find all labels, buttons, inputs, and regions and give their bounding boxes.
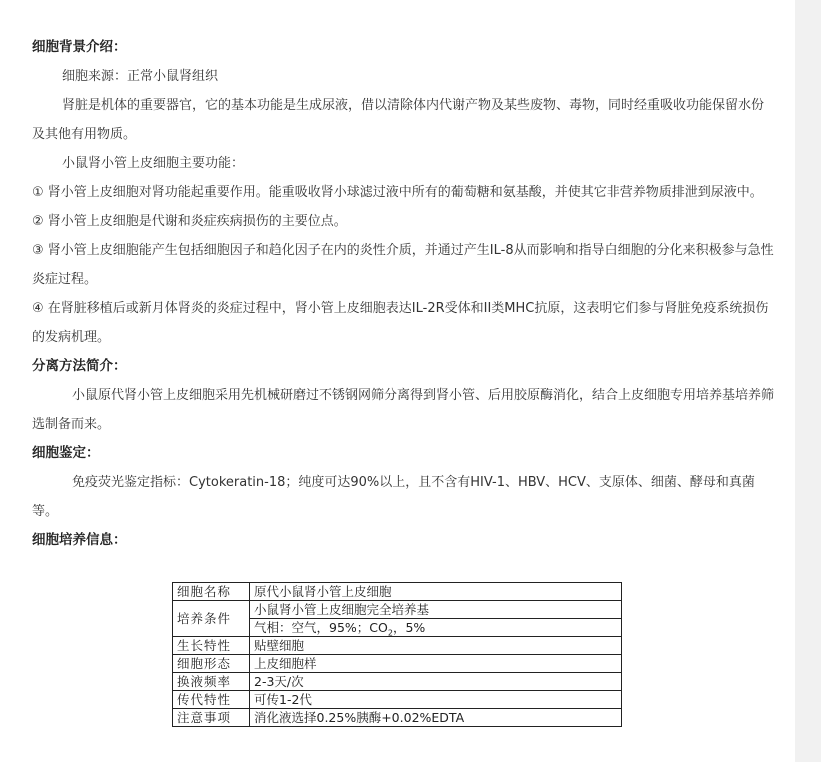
culture-medium-value: 小鼠肾小管上皮细胞完全培养基 [250,601,622,619]
growth-value: 贴壁细胞 [250,637,622,655]
isolation-paragraph: 小鼠原代肾小管上皮细胞采用先机械研磨过不锈钢网筛分离得到肾小管、后用胶原酶消化，结合上皮细胞专用培养基培养筛选制备而来。 [32,388,775,432]
kidney-intro-paragraph: 肾脏是机体的重要器官，它的基本功能是生成尿液，借以清除体内代谢产物及某些废物、毒物，同时经重吸收功能保留水份及其他有用物质。 [32,98,765,142]
cell-name-label: 细胞名称 [173,583,250,601]
background-heading: 细胞背景介绍： [32,39,127,55]
morphology-value: 上皮细胞样 [250,655,622,673]
passage-label: 传代特性 [173,691,250,709]
table-row [173,673,622,691]
identification-heading: 细胞鉴定： [32,445,100,461]
isolation-heading: 分离方法简介： [32,358,127,374]
gas-phase-text: 气相：空气，95%；CO [254,620,388,635]
cell-name-value: 原代小鼠肾小管上皮细胞 [250,583,622,601]
table-row [173,637,622,655]
page-right-margin [795,0,821,762]
cell-source: 细胞来源：正常小鼠肾组织 [62,69,219,84]
function-item-1: ① 肾小管上皮细胞对肾功能起重要作用。能重吸收肾小球滤过液中所有的葡萄糖和氨基酸，并使其它非营养物质排泄到尿液中。 [32,185,763,200]
document-body [32,33,774,555]
table-row [173,691,622,709]
functions-heading: 小鼠肾小管上皮细胞主要功能： [62,156,245,171]
table-row [173,709,622,727]
culture-condition-label: 培养条件 [173,601,250,637]
notes-value: 消化液选择0.25%胰酶+0.02%EDTA [250,709,622,727]
culture-heading: 细胞培养信息： [32,532,127,548]
passage-value: 可传1-2代 [250,691,622,709]
gas-phase-value [250,619,622,637]
morphology-label: 细胞形态 [173,655,250,673]
function-item-4: ④ 在肾脏移植后或新月体肾炎的炎症过程中，肾小管上皮细胞表达IL-2R受体和II类MHC抗原，这表明它们参与肾脏免疫系统损伤的发病机理。 [32,301,769,345]
growth-label: 生长特性 [173,637,250,655]
culture-info-table [172,582,622,727]
notes-label: 注意事项 [173,709,250,727]
function-item-2: ② 肾小管上皮细胞是代谢和炎症疾病损伤的主要位点。 [32,214,347,229]
co2-subscript: 2 [387,628,393,638]
function-item-3: ③ 肾小管上皮细胞能产生包括细胞因子和趋化因子在内的炎性介质，并通过产生IL-8从而影响和指导白细胞的分化来积极参与急性炎症过程。 [32,243,774,287]
medium-change-value: 2-3天/次 [250,673,622,691]
table-row [173,583,622,601]
identification-paragraph: 免疫荧光鉴定指标：Cytokeratin-18；纯度可达90%以上，且不含有HIV-1、HBV、HCV、支原体、细菌、酵母和真菌等。 [32,475,755,519]
table-row [173,601,622,619]
gas-phase-percent: ，5% [392,620,426,635]
table-row [173,655,622,673]
medium-change-label: 换液频率 [173,673,250,691]
